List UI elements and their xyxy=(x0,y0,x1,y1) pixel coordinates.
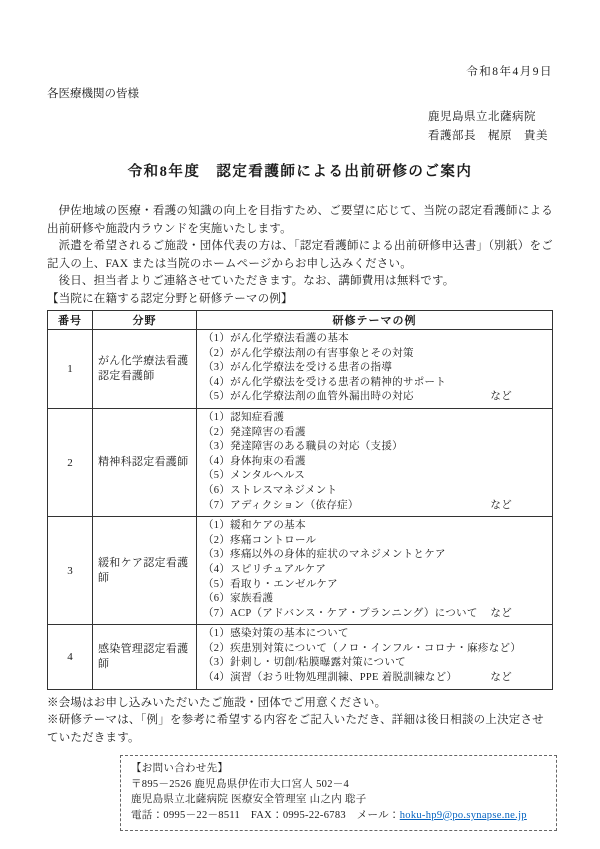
contact-tel-fax-label: 電話：0995－22－8511 FAX：0995-22-6783 メール： xyxy=(131,809,400,821)
row-number: 1 xyxy=(48,330,93,409)
theme-item: （3）がん化学療法を受ける患者の指導 xyxy=(203,362,393,374)
theme-item: （5）看取り・エンゼルケア xyxy=(203,578,338,590)
theme-item: （4）身体拘束の看護 xyxy=(203,455,306,467)
row-themes xyxy=(197,625,553,689)
paragraph-intro: 伊佐地域の医療・看護の知識の向上を目指すため、ご要望に応じて、当院の認定看護師による出前研修や施設内ラウンドを実施いたします。 xyxy=(47,205,553,235)
theme-item: （2）疼痛コントロール xyxy=(203,534,317,546)
theme-item: （3）疼痛以外の身体的症状のマネジメントとケア xyxy=(203,549,446,561)
sender-organization: 鹿児島県立北薩病院 xyxy=(428,111,536,123)
contact-box xyxy=(120,755,557,831)
etc-label: など xyxy=(490,391,512,403)
paragraph-contact-later: 後日、担当者よりご連絡させていただきます。なお、講師費用は無料です。 xyxy=(58,275,455,287)
sender-person: 看護部長 梶原 貴美 xyxy=(428,129,548,142)
note-venue: ※会場はお申し込みいただいたご施設・団体でご用意ください。 xyxy=(47,696,387,709)
theme-item: （3）発達障害のある職員の対応（支援） xyxy=(203,441,403,453)
notes-block xyxy=(47,695,553,748)
row-themes xyxy=(197,408,553,516)
document-date: 令和8年4月9日 xyxy=(466,66,553,78)
table-heading: 【当院に在籍する認定分野と研修テーマの例】 xyxy=(47,292,293,305)
table-row xyxy=(48,408,553,516)
column-header-number: 番号 xyxy=(48,311,93,330)
contact-heading: 【お問い合わせ先】 xyxy=(131,763,229,775)
theme-item: （5）メンタルヘルス xyxy=(203,470,306,482)
table-header-row xyxy=(48,311,553,330)
column-header-field: 分野 xyxy=(93,311,197,330)
row-themes xyxy=(197,330,553,409)
row-themes xyxy=(197,517,553,625)
row-field: 緩和ケア認定看護師 xyxy=(93,517,197,625)
sender-block xyxy=(428,108,553,145)
theme-item: （6）ストレスマネジメント xyxy=(203,484,338,496)
paragraph-application: 派遣を希望されるご施設・団体代表の方は、「認定看護師による出前研修申込書」（別紙）をご記入の上、FAX または当院のホームページからお申し込みください。 xyxy=(47,240,553,270)
theme-item: （3）針刺し・切創/粘膜曝露対策について xyxy=(203,657,406,669)
theme-item: （7）アディクション（依存症） など xyxy=(203,499,548,514)
theme-item: （2）疾患別対策について（ノロ・インフル・コロナ・麻疹など） xyxy=(203,642,522,654)
row-number: 3 xyxy=(48,517,93,625)
theme-item: （4）がん化学療法を受ける患者の精神的サポート xyxy=(203,376,447,388)
etc-label: など xyxy=(490,607,512,619)
theme-item: （4）スピリチュアルケア xyxy=(203,563,327,575)
etc-label: など xyxy=(490,499,512,511)
theme-item: （1）がん化学療法看護の基本 xyxy=(203,333,349,344)
recipient-line: 各医療機関の皆様 xyxy=(47,88,139,100)
row-number: 2 xyxy=(48,408,93,516)
table-row xyxy=(48,517,553,625)
theme-item: （2）発達障害の看護 xyxy=(203,426,306,438)
table-row xyxy=(48,625,553,689)
theme-item: （1）緩和ケアの基本 xyxy=(203,520,306,532)
theme-item: （5）がん化学療法剤の血管外漏出時の対応 など xyxy=(203,390,548,405)
note-theme: ※研修テーマは、「例」を参考に希望する内容をご記入いただき、詳細は後日相談の上決定させていただきます。 xyxy=(47,714,544,744)
contact-address: 〒895－2526 鹿児島県伊佐市大口宮人 502－4 xyxy=(131,778,350,790)
email-link[interactable]: hoku-hp9@po.synapse.ne.jp xyxy=(399,809,527,821)
theme-item: （4）演習（おう吐物処理訓練、PPE 着脱訓練など） など xyxy=(203,671,548,686)
theme-item: （6）家族看護 xyxy=(203,593,274,605)
training-themes-table xyxy=(47,310,553,690)
theme-item: （1）感染対策の基本について xyxy=(203,628,349,640)
theme-item: （1）認知症看護 xyxy=(203,411,285,423)
contact-tel-line xyxy=(131,808,546,824)
body-text xyxy=(47,203,553,308)
row-field: 精神科認定看護師 xyxy=(93,408,197,516)
theme-item: （7）ACP（アドバンス・ケア・プランニング）について など xyxy=(203,607,548,622)
row-number: 4 xyxy=(48,625,93,689)
etc-label: など xyxy=(490,672,512,684)
column-header-themes: 研修テーマの例 xyxy=(197,311,553,330)
contact-office: 鹿児島県立北薩病院 医療安全管理室 山之内 聡子 xyxy=(131,794,367,806)
row-field: がん化学療法看護認定看護師 xyxy=(93,330,197,409)
theme-item: （2）がん化学療法剤の有害事象とその対策 xyxy=(203,347,414,359)
page-title: 令和8年度 認定看護師による出前研修のご案内 xyxy=(127,164,473,180)
table-row xyxy=(48,330,553,409)
row-field: 感染管理認定看護師 xyxy=(93,625,197,689)
